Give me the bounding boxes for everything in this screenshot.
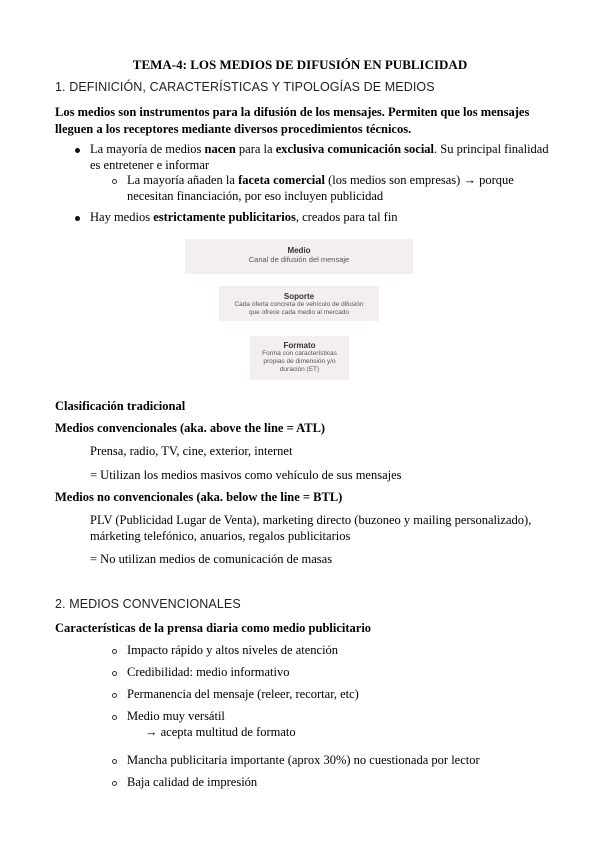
intro-line-1: Los medios son instrumentos para la difusión de los mensajes. Permiten que los mensajes xyxy=(55,105,530,119)
text: La mayoría de medios xyxy=(90,142,205,156)
noconv-list-2: márketing telefónico, anuarios, regalos publicitarios xyxy=(90,529,351,543)
text: (los medios son empresas) → porque xyxy=(324,173,514,187)
page-title: TEMA-4: LOS MEDIOS DE DIFUSIÓN EN PUBLICIDAD xyxy=(132,57,468,72)
text: , creados para tal fin xyxy=(295,210,398,224)
sub-bullet-line-1 xyxy=(127,172,514,189)
conv-list: Prensa, radio, TV, cine, exterior, internet xyxy=(90,444,293,458)
list-item: Mancha publicitaria importante (aprox 30%) no cuestionada por lector xyxy=(127,753,480,767)
section-2-heading: 2. MEDIOS CONVENCIONALES xyxy=(55,597,241,611)
bullet-1-line-1 xyxy=(90,141,549,158)
sub-bullet-line-2: necesitan financiación, por eso incluyen publicidad xyxy=(127,189,384,203)
text-bold: faceta comercial xyxy=(238,173,325,187)
diagram-formato xyxy=(250,336,349,380)
intro-line-2: lleguen a los receptores mediante diversos procedimientos técnicos. xyxy=(55,122,412,136)
text: para la xyxy=(235,142,276,156)
noconv-list-1: PLV (Publicidad Lugar de Venta), marketing directo (buzoneo y mailing personalizado), xyxy=(90,513,532,527)
list-circle xyxy=(112,649,117,654)
diagram-formato-desc-3: duración (ET) xyxy=(279,366,320,373)
diagram-medio-title: Medio xyxy=(287,246,311,255)
diagram-soporte-desc-2: que ofrece cada medio al mercado xyxy=(248,309,350,316)
bullet-2 xyxy=(90,209,398,226)
conv-eq: = Utilizan los medios masivos como vehículo de sus mensajes xyxy=(90,468,402,482)
text-bold: exclusiva comunicación social xyxy=(275,142,435,156)
text-bold: estrictamente publicitarios xyxy=(153,210,296,224)
section-1-heading: 1. DEFINICIÓN, CARACTERÍSTICAS Y TIPOLOGÍAS DE MEDIOS xyxy=(55,80,435,94)
diagram-formato-title: Formato xyxy=(283,341,316,350)
bullet-1-line-2: es entretener e informar xyxy=(90,158,210,172)
bullet-dot xyxy=(75,216,80,221)
list-item: Impacto rápido y altos niveles de atención xyxy=(127,643,339,657)
diagram-formato-desc-1: Forma con características xyxy=(262,350,337,357)
diagram-soporte-desc-1: Cada oferta concreta de vehículo de difusión xyxy=(234,301,364,308)
diagram-medio xyxy=(185,239,413,274)
list-circle xyxy=(112,693,117,698)
list-circle xyxy=(112,759,117,764)
list-circle xyxy=(112,781,117,786)
conv-heading: Medios convencionales (aka. above the line = ATL) xyxy=(55,421,326,435)
text: . Su principal finalidad xyxy=(434,142,549,156)
list-circle xyxy=(112,715,117,720)
section-2-subheading: Características de la prensa diaria como medio publicitario xyxy=(55,621,372,635)
clasificacion-heading: Clasificación tradicional xyxy=(55,399,186,413)
text-bold: nacen xyxy=(204,142,236,156)
list-item: Baja calidad de impresión xyxy=(127,775,258,789)
diagram-soporte xyxy=(219,286,379,321)
versatil-sub: → acepta multitud de formato xyxy=(145,725,296,739)
list-item: Permanencia del mensaje (releer, recortar, etc) xyxy=(127,687,359,701)
list-item: Medio muy versátil xyxy=(127,709,225,723)
list-item: Credibilidad: medio informativo xyxy=(127,665,290,679)
noconv-eq: = No utilizan medios de comunicación de masas xyxy=(90,552,333,566)
bullet-dot xyxy=(75,148,80,153)
list-circle xyxy=(112,671,117,676)
text: La mayoría añaden la xyxy=(127,173,239,187)
diagram-soporte-title: Soporte xyxy=(283,292,315,301)
sub-bullet-circle xyxy=(112,179,117,184)
diagram-medio-desc: Canal de difusión del mensaje xyxy=(248,255,350,264)
diagram-formato-desc-2: propias de dimensión y/o xyxy=(263,358,336,365)
text: Hay medios xyxy=(90,210,154,224)
noconv-heading: Medios no convencionales (aka. below the line = BTL) xyxy=(55,490,343,504)
